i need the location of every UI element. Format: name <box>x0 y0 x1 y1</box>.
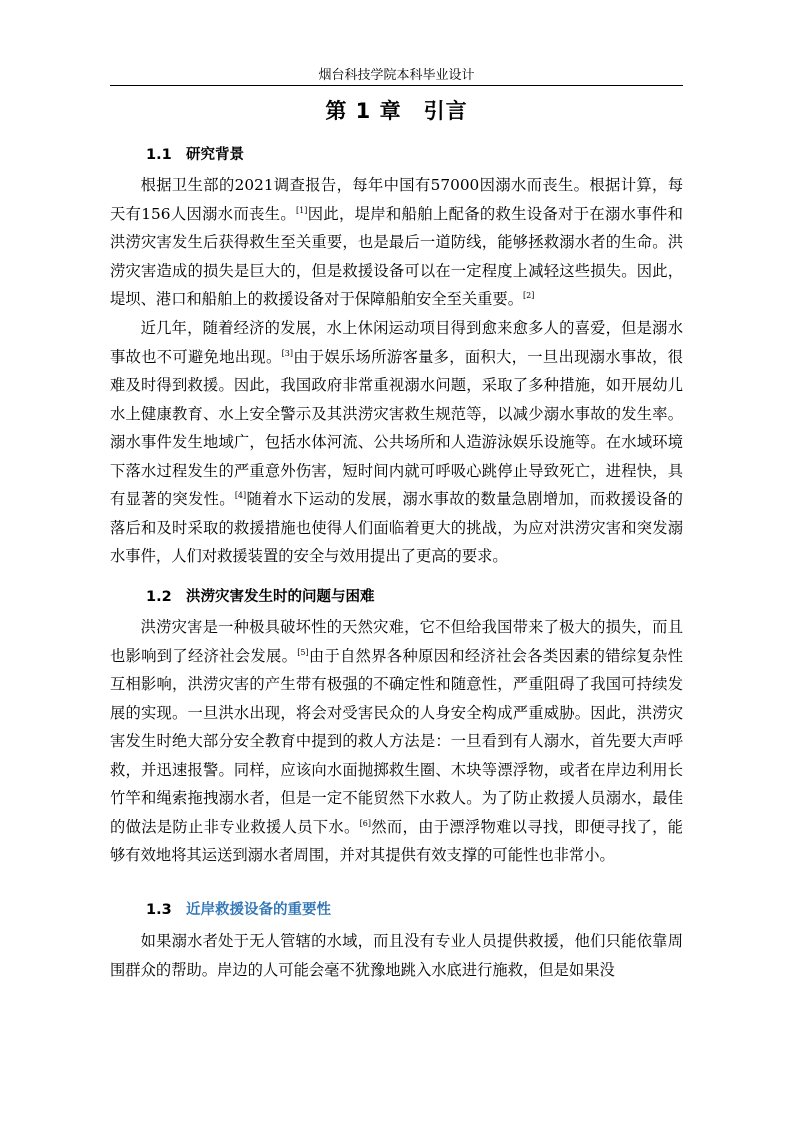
chapter-title <box>110 95 683 125</box>
paragraph-text: 由于娱乐场所游客量多，面积大，一旦出现溺水事故，很难及时得到救援。因此，我国政府非常重视溺水问题，采取了多种措施，如开展幼儿水上健康教育、水上安全警示及其洪涝灾害救生规范等，以减少溺水事故的发生率。溺水事件发生地域广，包括水体河流、公共场所和人造游泳娱乐设施等。在水域环境下落水过程发生的严重意外伤害，短时间内就可呼吸心跳停止导致死亡，进程快，具有显著的突发性。 <box>110 347 683 508</box>
paragraph-text: 由于自然界各种原因和经济社会各类因素的错综复杂性互相影响，洪涝灾害的产生带有极强的不确定性和随意性，严重阻碍了我国可持续发展的实现。一旦洪水出现，将会对受害民众的人身安全构成严重威胁。因此，洪涝灾害发生时绝大部分安全教育中提到的救人方法是：一旦看到有人溺水，首先要大声呼救，并迅速报警。同样，应该向水面抛掷救生圈、木块等漂浮物，或者在岸边利用长竹竿和绳索拖拽溺水者，但是一定不能贸然下水救人。为了防止救援人员溺水，最佳的做法是防止非专业救援人员下水。 <box>110 646 683 836</box>
paragraph-text: 洪涝灾害是一种极具破坏性的天然灾难，它不但给我国带来了极大的损失，而且也影响到了经济社会发展。 <box>110 618 683 665</box>
citation-ref: [3] <box>281 348 293 358</box>
section-number: 1.2 <box>146 589 172 605</box>
paragraph-text: 然而，由于漂浮物难以寻找，即便寻找了，能够有效地将其运送到溺水者周围，并对其提供有效支撑的可能性也非常小。 <box>110 817 683 864</box>
section-title: 近岸救援设备的重要性 <box>186 902 331 918</box>
citation-ref: [1] <box>296 205 308 215</box>
citation-ref: [6] <box>359 818 371 828</box>
paragraph <box>110 171 683 314</box>
paragraph <box>110 927 683 984</box>
section-number: 1.1 <box>146 147 172 163</box>
citation-ref: [5] <box>297 647 309 657</box>
paragraph-text: 随着水下运动的发展，溺水事故的数量急剧增加，而救援设备的落后和及时采取的救援措施也使得人们面临着更大的挑战，为应对洪涝灾害和突发溺水事件，人们对救援装置的安全与效用提出了更高的要求。 <box>110 490 683 565</box>
paragraph <box>110 314 683 571</box>
paragraph-text: 如果溺水者处于无人管辖的水域，而且没有专业人员提供救援，他们只能依靠周围群众的帮助。岸边的人可能会毫不犹豫地跳入水底进行施救，但是如果没 <box>110 932 683 979</box>
paragraph-text: 根据卫生部的2021调查报告，每年中国有57000因溺水而丧生。根据计算，每天有156人因溺水而丧生。 <box>110 176 683 223</box>
running-header: 烟台科技学院本科毕业设计 <box>318 68 475 83</box>
section-heading-1-1 <box>146 143 244 164</box>
section-number: 1.3 <box>146 902 172 918</box>
citation-ref: [4] <box>234 490 247 500</box>
citation-ref: [2] <box>523 290 535 300</box>
paragraph-text: 近几年，随着经济的发展，水上休闲运动项目得到愈来愈多人的喜爱，但是溺水事故也不可避免地出现。 <box>110 319 683 366</box>
paragraph-text: 因此，堤岸和船舶上配备的救生设备对于在溺水事件和洪涝灾害发生后获得救生至关重要，也是最后一道防线，能够拯救溺水者的生命。洪涝灾害造成的损失是巨大的，但是救援设备可以在一定程度上减轻这些损失。因此，堤坝、港口和船舶上的救援设备对于保障船舶安全至关重要。 <box>110 204 683 308</box>
section-title: 洪涝灾害发生时的问题与困难 <box>186 589 375 605</box>
section-title: 研究背景 <box>186 147 244 163</box>
section-heading-1-3 <box>146 898 331 919</box>
section-heading-1-2 <box>146 585 375 606</box>
chapter-label: 第 1 章 <box>325 99 402 123</box>
paragraph <box>110 613 683 870</box>
header-rule <box>110 85 683 86</box>
chapter-name: 引言 <box>423 99 468 123</box>
